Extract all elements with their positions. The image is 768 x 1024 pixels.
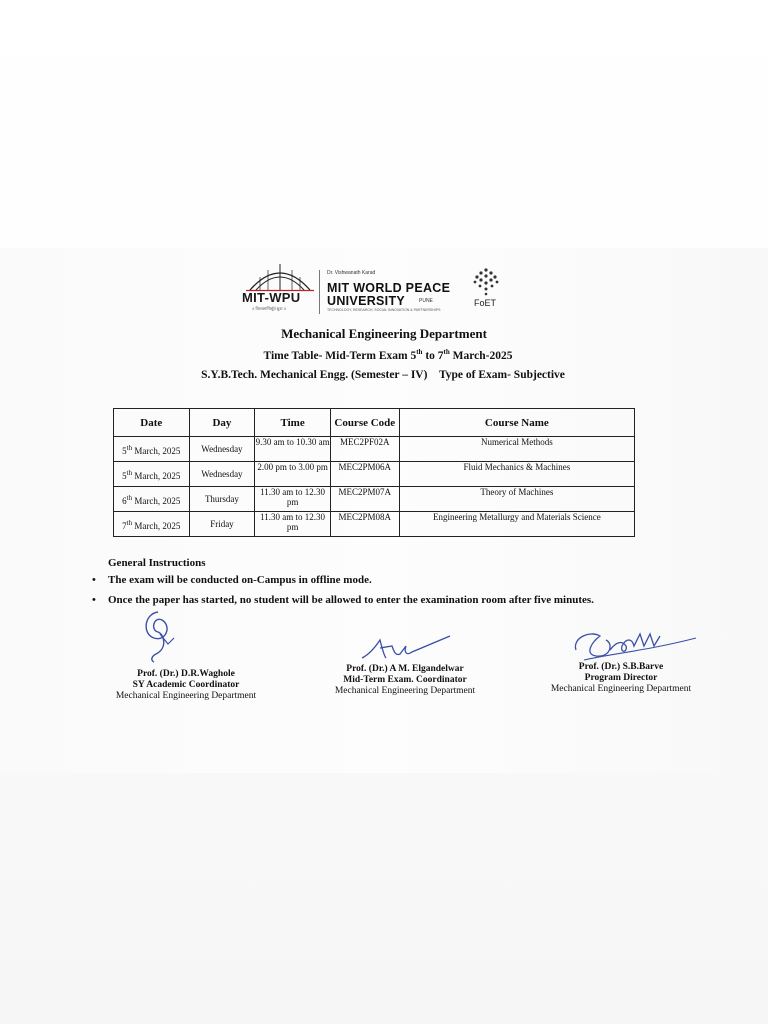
instructions-list [92,572,594,612]
signatory-2 [315,664,495,697]
signatory-name: Prof. (Dr.) A M. Elgandelwar [346,664,464,674]
signatory-dept: Mechanical Engineering Department [334,686,476,696]
date-sup: th [126,443,133,452]
signatory-dept: Mechanical Engineering Department [115,691,257,701]
university-name-logo [325,268,460,314]
date-day: 5 [122,445,127,456]
signatory-dept: Mechanical Engineering Department [550,684,692,694]
foet-label: FoET [474,298,497,308]
logo-prefix: Dr. Vishwanath Karad [327,270,376,276]
cell-course-name: Theory of Machines [399,487,634,512]
header-course-name: Course Name [399,409,634,437]
cell-time: 11.30 am to 12.30 pm [255,487,331,512]
table-header-row [114,409,635,437]
logo-tagline: ॥ विश्वशान्तिर्ध्रुवं ध्रुवा ॥ [252,306,287,311]
cell-day: Wednesday [189,437,255,462]
date-sup: th [126,493,133,502]
logo-line1: MIT WORLD PEACE [327,281,451,295]
header-date: Date [114,409,190,437]
signature-elgandelwar-ink [358,632,454,664]
exam-timetable [113,408,635,537]
signatory-role: SY Academic Coordinator [132,680,240,690]
logo-footer-tagline: TECHNOLOGY, RESEARCH, SOCIAL INNOVATION & PARTNERSHIPS [327,308,441,312]
cell-course-name: Fluid Mechanics & Machines [399,462,634,487]
header-day: Day [189,409,255,437]
cell-course-code: MEC2PM07A [330,487,399,512]
header-time: Time [255,409,331,437]
timetable-prefix: Time Table- Mid-Term Exam 5 [263,349,417,362]
cell-course-name: Engineering Metallurgy and Materials Science [399,512,634,537]
cell-course-code: MEC2PM08A [330,512,399,537]
cell-date [114,437,190,462]
dome-icon [242,262,318,292]
signatory-role: Mid-Term Exam. Coordinator [343,675,467,685]
cell-date [114,462,190,487]
cell-time: 9.30 am to 10.30 am [255,437,331,462]
foet-logo [466,266,506,312]
cell-time: 11.30 am to 12.30 pm [255,512,331,537]
logo-divider [319,270,320,314]
signatory-role: Program Director [584,673,658,683]
program-name: S.Y.B.Tech. Mechanical Engg. (Semester – IV) [201,369,428,381]
instruction-text: The exam will be conducted on-Campus in offline mode. [108,574,372,586]
timetable-sup1: th [416,348,423,356]
date-day: 5 [122,470,127,481]
cell-day: Wednesday [189,462,255,487]
timetable-suffix: March-2025 [449,349,513,362]
timetable-sup2: th [443,348,450,356]
exam-type: Type of Exam- Subjective [438,369,565,381]
table-row [114,437,635,462]
program-line [0,369,767,381]
header-course-code: Course Code [330,409,399,437]
dotted-tree-icon [466,266,506,298]
instructions-title: General Instructions [108,557,206,569]
table-row [114,487,635,512]
signatory-3 [531,662,711,695]
table-row [114,462,635,487]
cell-day: Friday [189,512,255,537]
bullet-icon: • [92,574,96,586]
signatory-name: Prof. (Dr.) S.B.Barve [578,662,664,672]
signatory-name: Prof. (Dr.) D.R.Waghole [137,669,235,679]
cell-time: 2.00 pm to 3.00 pm [255,462,331,487]
mit-wpu-logo [242,262,318,316]
timetable-title [4,348,768,362]
date-rest: March, 2025 [132,520,181,531]
cell-course-code: MEC2PF02A [330,437,399,462]
instruction-text: Once the paper has started, no student will be allowed to enter the examination room after five minutes. [108,594,594,606]
cell-day: Thursday [189,487,255,512]
date-sup: th [126,468,133,477]
date-rest: March, 2025 [132,445,181,456]
bullet-icon: • [92,594,96,606]
date-day: 6 [122,495,127,506]
logo-city: PUNE [419,298,433,304]
date-rest: March, 2025 [132,470,181,481]
cell-date [114,487,190,512]
signatory-1 [96,669,276,702]
signature-waghole-ink [138,608,186,668]
table-row [114,512,635,537]
logo-line2: UNIVERSITY [327,294,406,308]
cell-date [114,512,190,537]
date-rest: March, 2025 [132,495,181,506]
signature-barve-ink [570,620,700,666]
department-title: Mechanical Engineering Department [281,326,487,341]
list-item [92,572,594,592]
cell-course-name: Numerical Methods [399,437,634,462]
logo-wordmark: MIT-WPU [242,290,301,305]
date-day: 7 [122,520,127,531]
cell-course-code: MEC2PM06A [330,462,399,487]
timetable-mid: to 7 [422,349,444,362]
date-sup: th [126,518,133,527]
